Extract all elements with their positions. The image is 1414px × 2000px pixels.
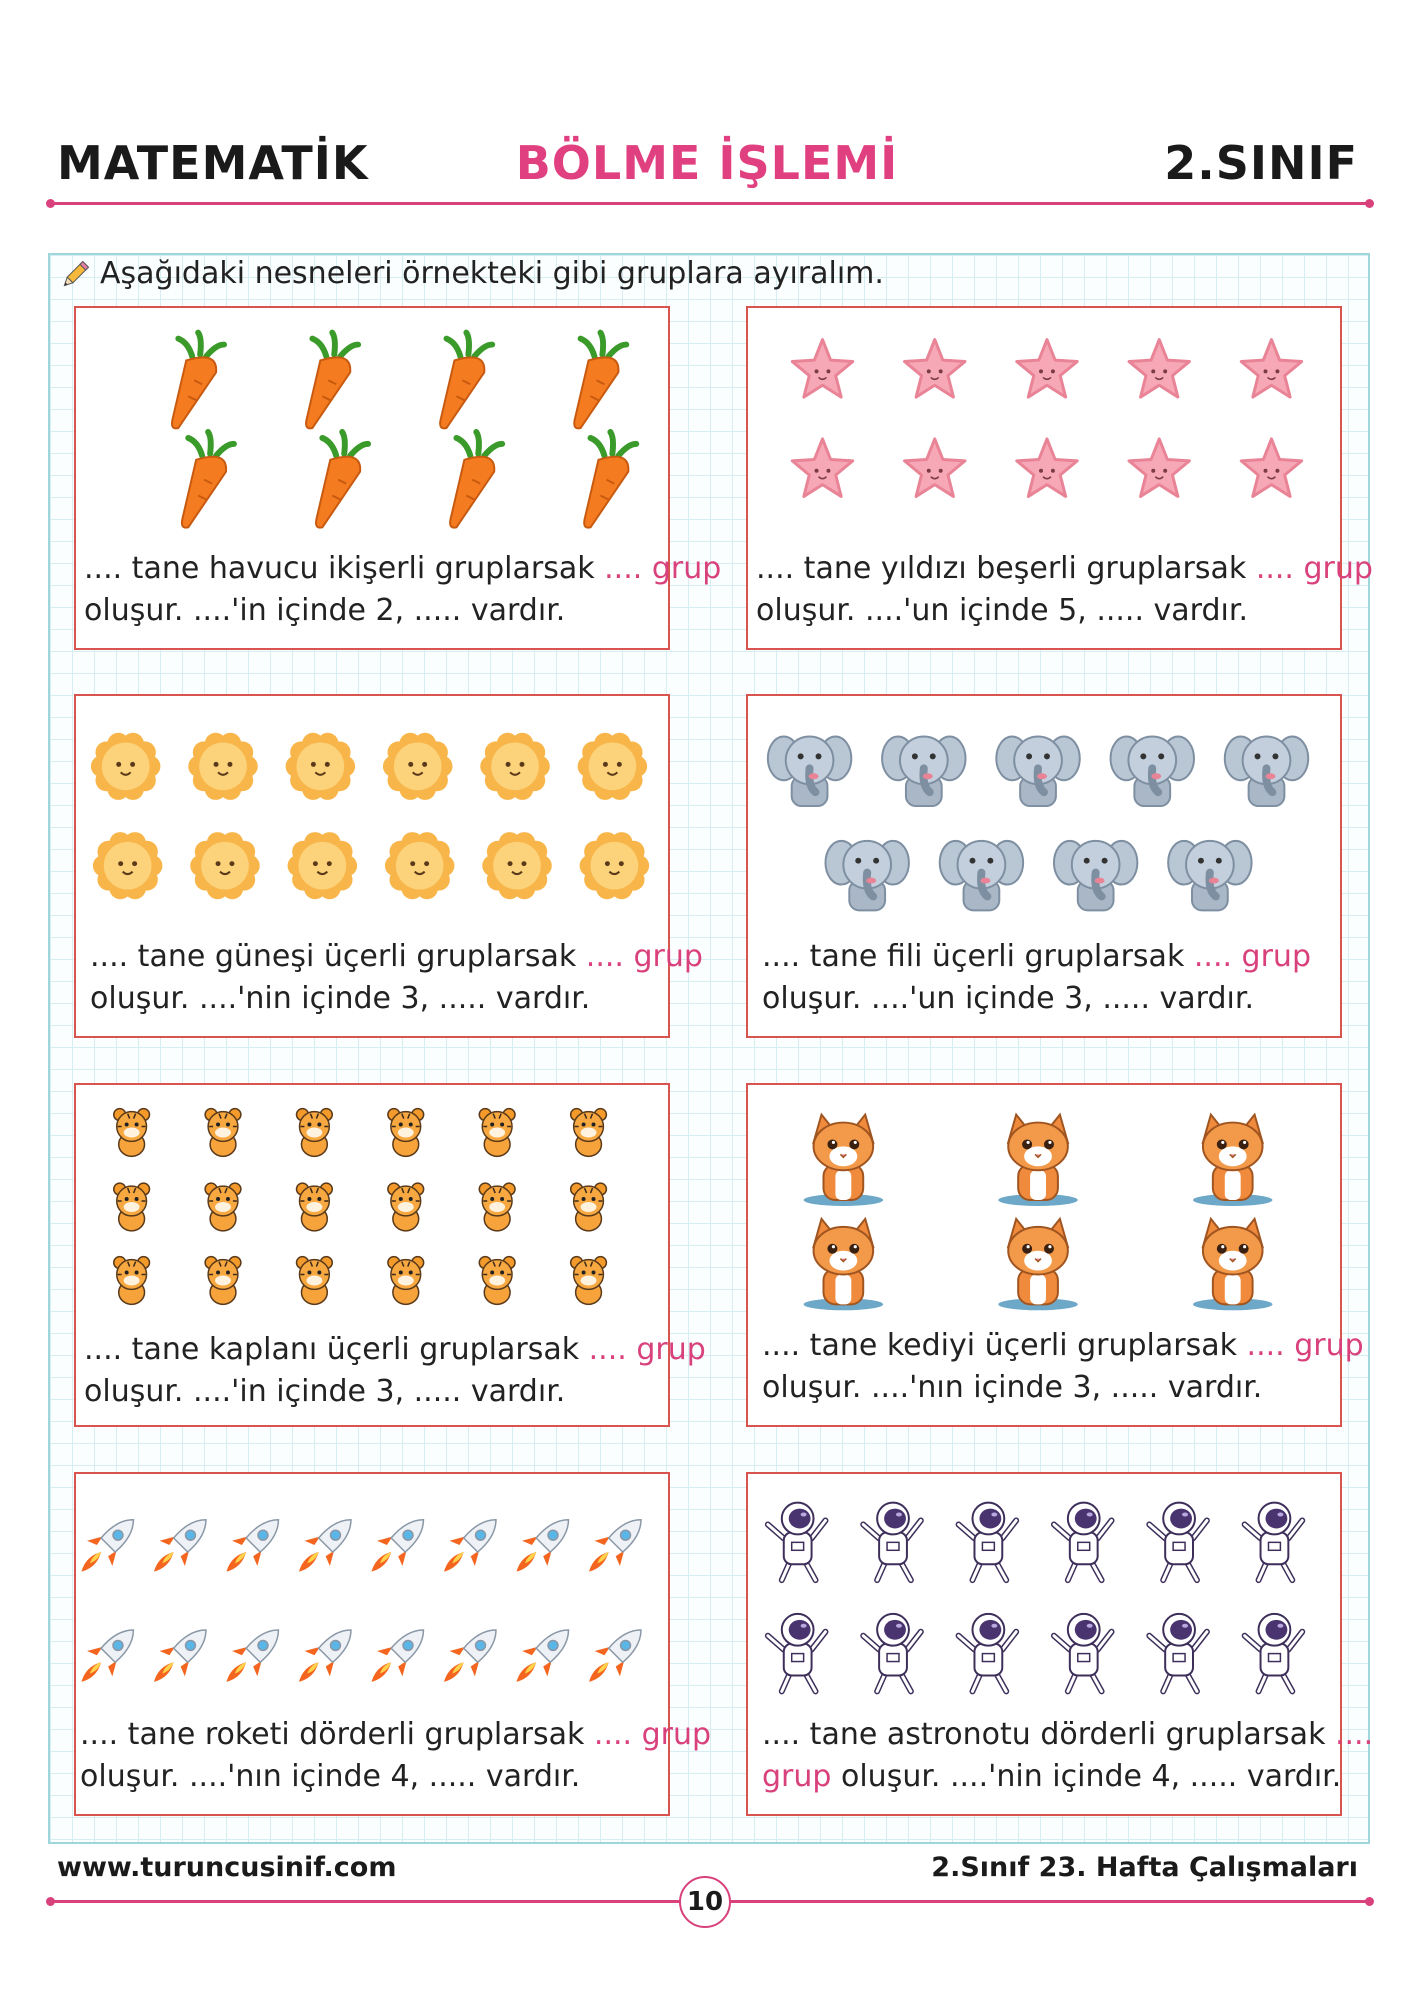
rocket-icon xyxy=(504,1507,581,1584)
rocket-icon xyxy=(431,1617,508,1694)
rocket-icon xyxy=(504,1617,581,1694)
astronaut-icon xyxy=(1149,1503,1207,1580)
instruction-text: Aşağıdaki nesneleri örnekteki gibi gruplara ayıralım. xyxy=(100,256,884,291)
tiger-icon xyxy=(114,1183,150,1231)
astronaut-icon xyxy=(1149,1614,1207,1691)
rocket-icon xyxy=(214,1617,291,1694)
page-number: 10 xyxy=(679,1876,731,1928)
grup-label: .... grup xyxy=(604,551,722,586)
cat-icon xyxy=(998,1219,1077,1310)
elephant-icon xyxy=(940,841,1023,911)
panel-rockets xyxy=(74,1472,712,1816)
elephant-icon xyxy=(1111,737,1194,807)
astronaut-icon xyxy=(1054,1503,1112,1580)
tiger-icon xyxy=(297,1109,333,1157)
carrot-icon xyxy=(450,432,502,528)
tiger-icon xyxy=(388,1183,424,1231)
tiger-icon xyxy=(114,1109,150,1157)
tiger-icon xyxy=(297,1183,333,1231)
carrot-icon xyxy=(306,333,358,429)
sun-icon xyxy=(480,733,550,800)
tiger-icon xyxy=(571,1109,607,1157)
panel-answer-line: oluşur. ....'in içinde 2, ..... vardır. xyxy=(84,593,566,628)
elephant-icon xyxy=(768,737,851,807)
rocket-icon xyxy=(286,1507,363,1584)
cat-icon xyxy=(1193,1115,1272,1206)
tiger-icon xyxy=(479,1257,515,1305)
sun-icon xyxy=(383,733,453,800)
grup-label: .... grup xyxy=(585,939,703,974)
star-group xyxy=(748,308,1340,548)
panel-astronauts xyxy=(746,1472,1374,1816)
elephant-icon xyxy=(996,737,1079,807)
footer-website: www.turuncusinif.com xyxy=(57,1852,397,1883)
panel-answer-line: oluşur. ....'nın içinde 3, ..... vardır. xyxy=(762,1370,1263,1405)
tiger-icon xyxy=(297,1257,333,1305)
panel-answer-line: oluşur. ....'in içinde 3, ..... vardır. xyxy=(84,1374,566,1409)
tiger-icon xyxy=(571,1183,607,1231)
carrot-icon xyxy=(316,432,368,528)
rocket-icon xyxy=(359,1507,436,1584)
grade-title: 2.SINIF xyxy=(1164,136,1358,190)
footer-week-label: 2.Sınıf 23. Hafta Çalışmaları xyxy=(931,1852,1358,1883)
tiger-icon xyxy=(388,1257,424,1305)
elephant-icon xyxy=(1054,841,1137,911)
tiger-icon xyxy=(571,1257,607,1305)
rocket-icon xyxy=(286,1617,363,1694)
rocket-icon xyxy=(76,1507,146,1584)
star-icon xyxy=(905,439,965,497)
grup-label: grup xyxy=(762,1759,832,1794)
star-icon xyxy=(1129,340,1189,398)
panel-tigers xyxy=(74,1083,706,1427)
grup-label: .... grup xyxy=(593,1717,712,1752)
panel-answer-line: oluşur. ....'un içinde 5, ..... vardır. xyxy=(756,593,1248,628)
panel-answer-line: oluşur. ....'nin içinde 4, ..... vardır. xyxy=(840,1759,1342,1794)
tiger-icon xyxy=(205,1257,241,1305)
star-icon xyxy=(792,439,852,497)
panel-question: .... tane kediyi üçerli gruplarsak xyxy=(762,1328,1237,1363)
panel-question: .... tane astronotu dörderli gruplarsak xyxy=(762,1717,1326,1752)
tiger-icon xyxy=(479,1183,515,1231)
panel-answer-line: oluşur. ....'nin içinde 3, ..... vardır. xyxy=(90,981,591,1016)
astronaut-icon xyxy=(768,1614,826,1691)
tiger-icon xyxy=(205,1183,241,1231)
star-icon xyxy=(905,340,965,398)
subject-title: MATEMATİK xyxy=(57,136,369,190)
panel-question: .... tane fili üçerli gruplarsak xyxy=(762,939,1185,974)
astronaut-icon xyxy=(863,1503,921,1580)
tiger-icon xyxy=(205,1109,241,1157)
astronaut-icon xyxy=(863,1614,921,1691)
astronaut-icon xyxy=(959,1503,1017,1580)
sun-icon xyxy=(288,832,358,899)
panel-question: .... tane kaplanı üçerli gruplarsak xyxy=(84,1332,580,1367)
star-icon xyxy=(1241,439,1301,497)
sun-icon xyxy=(580,832,650,899)
grup-label: .... grup xyxy=(1193,939,1311,974)
carrot-icon xyxy=(574,333,626,429)
star-icon xyxy=(792,340,852,398)
astronaut-icon xyxy=(1245,1503,1303,1580)
carrot-icon xyxy=(182,432,234,528)
elephant-icon xyxy=(1225,737,1308,807)
grup-label: .... grup xyxy=(588,1332,706,1367)
rocket-icon xyxy=(359,1617,436,1694)
header-divider xyxy=(50,202,1370,205)
panel-stars xyxy=(746,306,1373,650)
cat-group xyxy=(748,1085,1340,1325)
rocket-icon xyxy=(431,1507,508,1584)
cat-icon xyxy=(804,1115,883,1206)
grup-dots: .... xyxy=(1334,1717,1374,1752)
elephant-icon xyxy=(825,841,908,911)
rocket-icon xyxy=(214,1507,291,1584)
panel-elephants xyxy=(746,694,1342,1038)
sun-icon xyxy=(91,733,161,800)
panel-question: .... tane roketi dörderli gruplarsak xyxy=(80,1717,585,1752)
astronaut-icon xyxy=(1245,1614,1303,1691)
tiger-group xyxy=(76,1085,668,1325)
star-icon xyxy=(1241,340,1301,398)
grup-label: .... grup xyxy=(1255,551,1373,586)
topic-title: BÖLME İŞLEMİ xyxy=(515,136,899,190)
rocket-icon xyxy=(576,1507,653,1584)
panel-suns xyxy=(74,694,703,1038)
sun-icon xyxy=(482,832,552,899)
star-icon xyxy=(1129,439,1189,497)
panel-question: .... tane havucu ikişerli gruplarsak xyxy=(84,551,595,586)
tiger-icon xyxy=(388,1109,424,1157)
panel-answer-line: oluşur. ....'nın içinde 4, ..... vardır. xyxy=(80,1759,581,1794)
elephant-icon xyxy=(882,737,965,807)
pencil-icon xyxy=(58,258,92,292)
carrot-icon xyxy=(584,432,636,528)
tiger-icon xyxy=(479,1109,515,1157)
panel-question: .... tane yıldızı beşerli gruplarsak xyxy=(756,551,1247,586)
sun-icon xyxy=(385,832,455,899)
astronaut-group xyxy=(748,1474,1340,1714)
astronaut-icon xyxy=(1054,1614,1112,1691)
sun-icon xyxy=(578,733,648,800)
star-icon xyxy=(1017,340,1077,398)
astronaut-icon xyxy=(959,1614,1017,1691)
cat-icon xyxy=(998,1115,1077,1206)
rocket-icon xyxy=(141,1507,218,1584)
star-icon xyxy=(1017,439,1077,497)
elephant-group xyxy=(748,696,1340,936)
sun-icon xyxy=(286,733,356,800)
carrot-group xyxy=(76,308,668,548)
elephant-icon xyxy=(1168,841,1251,911)
sun-icon xyxy=(190,832,260,899)
rocket-group xyxy=(76,1474,668,1714)
sun-group xyxy=(76,696,668,936)
panel-question: .... tane güneşi üçerli gruplarsak xyxy=(90,939,577,974)
cat-icon xyxy=(1193,1219,1272,1310)
grup-label: .... grup xyxy=(1246,1328,1364,1363)
tiger-icon xyxy=(114,1257,150,1305)
sun-icon xyxy=(188,733,258,800)
cat-icon xyxy=(804,1219,883,1310)
carrot-icon xyxy=(440,333,492,429)
rocket-icon xyxy=(576,1617,653,1694)
astronaut-icon xyxy=(768,1503,826,1580)
rocket-icon xyxy=(141,1617,218,1694)
carrot-icon xyxy=(172,333,224,429)
sun-icon xyxy=(93,832,163,899)
rocket-icon xyxy=(76,1617,146,1694)
panel-carrots xyxy=(74,306,722,650)
panel-cats xyxy=(746,1083,1364,1427)
panel-answer-line: oluşur. ....'un içinde 3, ..... vardır. xyxy=(762,981,1254,1016)
